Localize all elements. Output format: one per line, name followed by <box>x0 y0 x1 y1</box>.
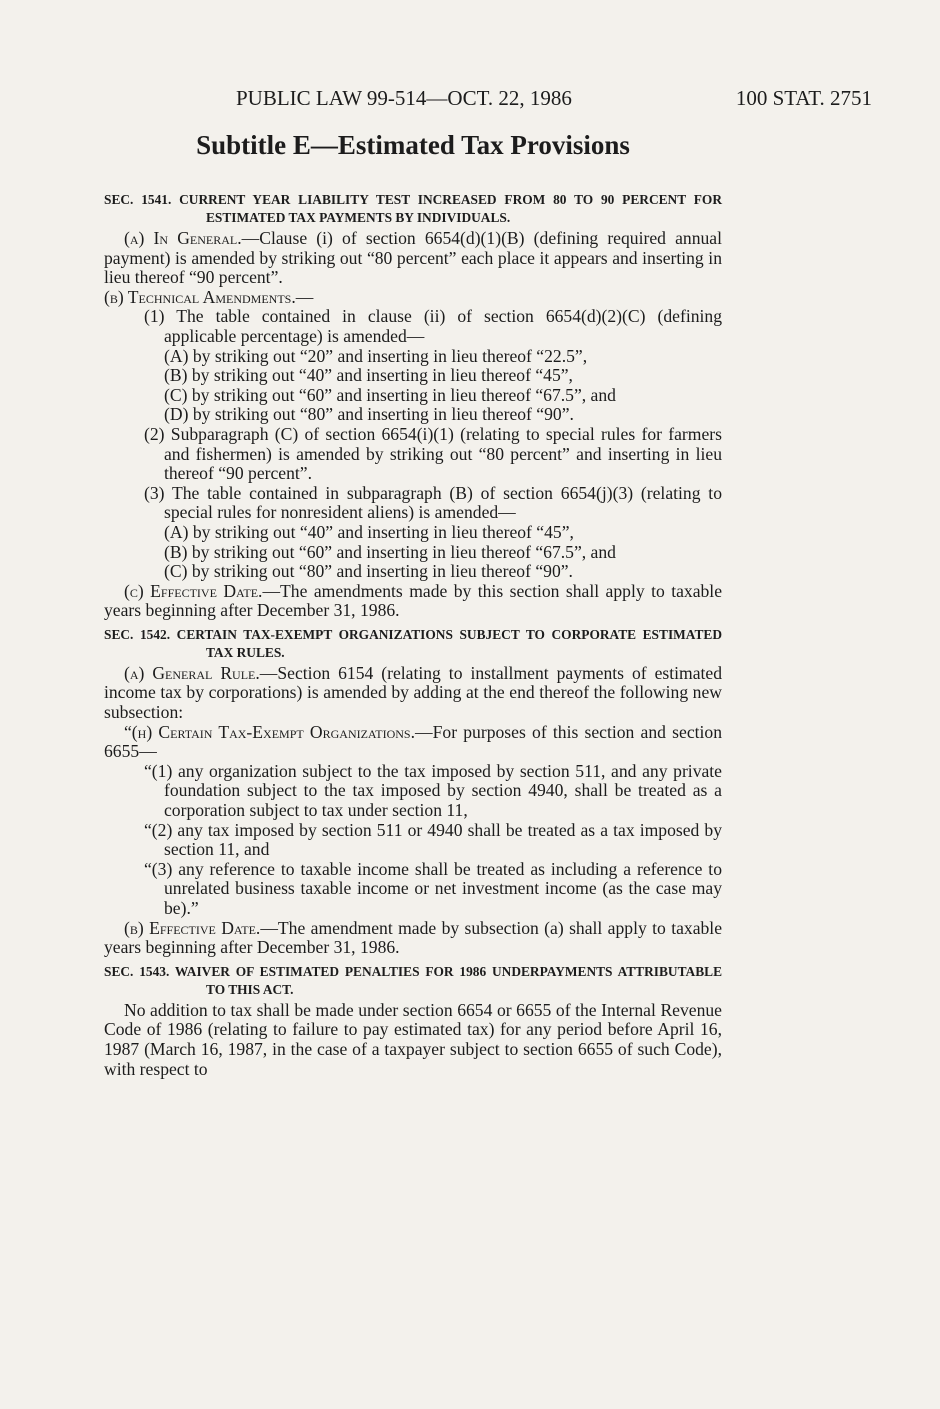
section-1542-a-text: —Section 6154 (relating to installment payments of estimated income tax by corporations) is amended by adding at the end thereof the following new subsection: <box>104 662 722 723</box>
section-1541-a <box>104 229 722 288</box>
section-1542-b-label: (b) Effective Date. <box>124 917 261 938</box>
document-body <box>104 188 722 1079</box>
section-1541-c-label: (c) Effective Date. <box>124 580 263 601</box>
section-1541-b <box>104 288 722 308</box>
section-1541-b3A: (A) by striking out “40” and inserting in lieu thereof “45”, <box>164 521 574 542</box>
section-1543-text: No addition to tax shall be made under section 6654 or 6655 of the Internal Revenue Code of 1986 (relating to failure to pay estimated tax) for any period before April 16, 1987 (March 16, 1987, in the case of a taxpayer subject to section 6655 of such Code), with respect to <box>104 999 722 1079</box>
section-1543-heading: SEC. 1543. WAIVER OF ESTIMATED PENALTIES FOR 1986 UNDERPAYMENTS ATTRIBUTABLE TO THIS ACT. <box>104 963 722 997</box>
section-1542-a-label: (a) General Rule. <box>124 662 260 683</box>
section-1542-h1: “(1) any organization subject to the tax imposed by section 511, and any private foundation subject to the tax imposed by section 4940, shall be treated as a corporation subject to tax under section 11, <box>144 760 722 821</box>
section-1542-h <box>104 723 722 762</box>
section-1541-b-label: (b) Technical Amendments. <box>104 286 296 307</box>
section-1541-b1A: (A) by striking out “20” and inserting in lieu thereof “22.5”, <box>164 345 588 366</box>
section-1541-b1D: (D) by striking out “80” and inserting in lieu thereof “90”. <box>164 404 574 425</box>
section-1541-b1C: (C) by striking out “60” and inserting in lieu thereof “67.5”, and <box>164 384 616 405</box>
section-1541-b-text: — <box>295 286 314 307</box>
section-1542-a <box>104 664 722 723</box>
section-1541-c-text: —The amendments made by this section shall apply to taxable years beginning after December 31, 1986. <box>104 580 722 621</box>
section-1542-h-label: “(h) Certain Tax-Exempt Organizations. <box>124 721 416 742</box>
section-1541-a-label: (a) In General. <box>124 228 242 248</box>
section-1541-b3: (3) The table contained in subparagraph (B) of section 6654(j)(3) (relating to special rules for nonresident aliens) is amended— <box>144 482 722 523</box>
section-1542-h3: “(3) any reference to taxable income shall be treated as including a reference to unrelated business taxable income or net investment income (as the case may be).” <box>144 858 722 918</box>
law-and-date: PUBLIC LAW 99-514—OCT. 22, 1986 <box>236 86 572 110</box>
section-1542-b <box>104 919 722 958</box>
section-1541-b2: (2) Subparagraph (C) of section 6654(i)(1) (relating to special rules for farmers and fishermen) is amended by striking out “80 percent” and inserting in lieu thereof “90 percent”. <box>144 423 722 484</box>
section-1541-a-text: —Clause (i) of section 6654(d)(1)(B) (defining required annual payment) is amended by striking out “80 percent” each place it appears and inserting in lieu thereof “90 percent”. <box>104 228 722 288</box>
page-header <box>104 86 872 116</box>
subtitle-heading: Subtitle E—Estimated Tax Provisions <box>196 130 630 160</box>
section-1542-h2: “(2) any tax imposed by section 511 or 4940 shall be treated as a tax imposed by section 11, and <box>144 819 722 860</box>
section-1541-heading: SEC. 1541. CURRENT YEAR LIABILITY TEST INCREASED FROM 80 TO 90 PERCENT FOR ESTIMATED TAX PAYMENTS BY INDIVIDUALS. <box>104 192 722 225</box>
section-1542-h-text: —For purposes of this section and section 6655— <box>104 721 723 762</box>
section-1541-b1B: (B) by striking out “40” and inserting in lieu thereof “45”, <box>164 365 573 386</box>
stat-page-number: 100 STAT. 2751 <box>735 86 872 110</box>
section-1541-b3C: (C) by striking out “80” and inserting in lieu thereof “90”. <box>164 561 573 582</box>
section-1541-b3B: (B) by striking out “60” and inserting in lieu thereof “67.5”, and <box>164 541 616 562</box>
section-1542-b-text: —The amendment made by subsection (a) shall apply to taxable years beginning after December 31, 1986. <box>104 917 722 958</box>
section-1541-c <box>104 582 722 621</box>
section-1542-heading: SEC. 1542. CERTAIN TAX-EXEMPT ORGANIZATIONS SUBJECT TO CORPORATE ESTIMATED TAX RULES. <box>104 626 722 660</box>
section-1541-b1: (1) The table contained in clause (ii) of section 6654(d)(2)(C) (defining applicable percentage) is amended— <box>144 306 722 346</box>
